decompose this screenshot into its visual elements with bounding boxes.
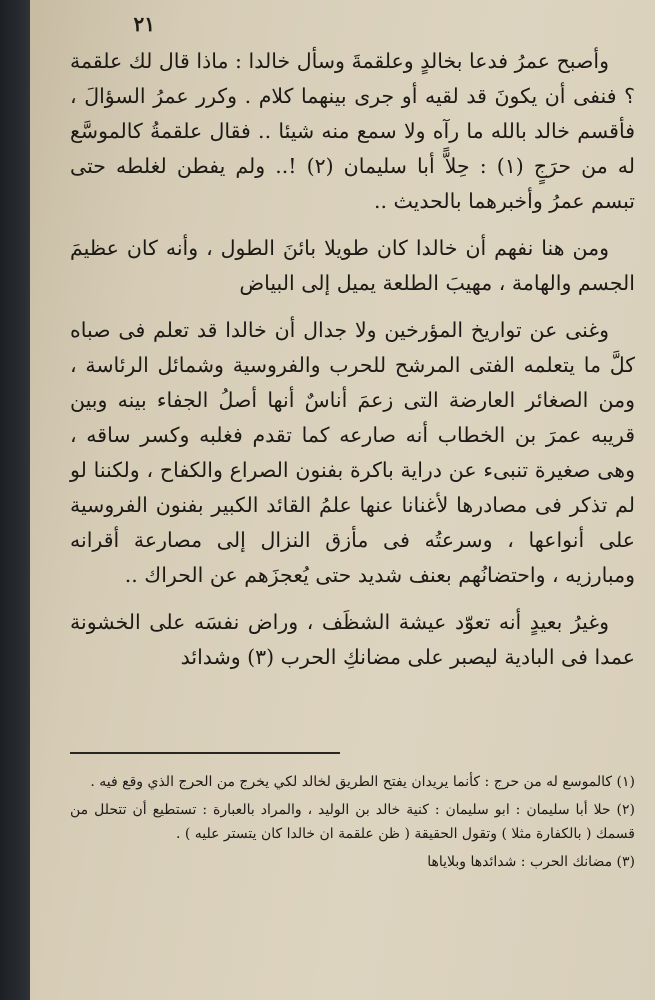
paragraph-3: وغنى عن تواريخ المؤرخين ولا جدال أن خالدا قد تعلم فى صباه كلَّ ما يتعلمه الفتى المرشح للحرب والفروسية وشمائل الرئاسة ، ومن الصغائر العارضة التى زعمَ أناسٌ أنها أصلُ الجفاء بينه وبين قريبه عمرَ بن الخطاب أنه صارعه كما تقدم فغلبه وكسر ساقه ، وهى صغيرة تنبىء عن دراية باكرة بفنون الصراع والكفاح ، ولكننا لو لم تذكر فى مصادرها لأغنانا عنها علمُ القائد الكبير بفنون الفروسية على أنواعها ، وسرعتُه فى مأزق النزال إلى مصارعة أقرانه ومبارزيه ، واحتضانُهم بعنف شديد حتى يُعجزَهم عن الحراك .. bbox=[70, 318, 635, 587]
footnote-2: (٢) حلا أبا سليمان : ابو سليمان : كنية خالد بن الوليد ، والمراد بالعبارة : تستطيع أن تتحلل من قسمك ( بالكفارة مثلا ) وتقول الحقيقة ( ظن علقمة ان خالدا كان يتستر عليه ) . bbox=[70, 802, 635, 842]
footnotes bbox=[70, 770, 635, 878]
footnote-3: (٣) مضانك الحرب : شدائدها وبلاياها bbox=[427, 854, 635, 870]
book-page bbox=[30, 0, 655, 1000]
footnote-divider bbox=[70, 752, 340, 754]
paragraph-4: وغيرُ بعيدٍ أنه تعوّد عيشة الشظَف ، وراض نفسَه على الخشونة عمدا فى البادية ليصبر على مضانكِ الحرب (٣) وشدائد bbox=[70, 610, 635, 669]
paragraph-1: وأصبح عمرُ فدعا بخالدٍ وعلقمةَ وسأل خالدا : ماذا قال لك علقمة ؟ فنفى أن يكونَ قد لقيه أو جرى بينهما كلام . وكرر عمرُ السؤالَ ، فأقسم خالد بالله ما رآه ولا سمع منه شيئا .. فقال علقمةُ كالموسَّع له من حرَجٍ (١) : حِلاًّ أبا سليمان (٢) !.. ولم يفطن لغلطه حتى تبسم عمرُ وأخبرهما بالحديث .. bbox=[70, 49, 636, 213]
main-text bbox=[70, 44, 635, 687]
page-number: ۲۱ bbox=[133, 12, 155, 36]
paragraph-2: ومن هنا نفهم أن خالدا كان طويلا بائنَ الطول ، وأنه كان عظيمَ الجسم والهامة ، مهيبَ الطلعة يميل إلى البياض bbox=[70, 236, 635, 295]
footnote-1: (١) كالموسع له من حرج : كأنما يريدان يفتح الطريق لخالد لكي يخرج من الحرج الذي وقع فيه . bbox=[90, 774, 635, 790]
